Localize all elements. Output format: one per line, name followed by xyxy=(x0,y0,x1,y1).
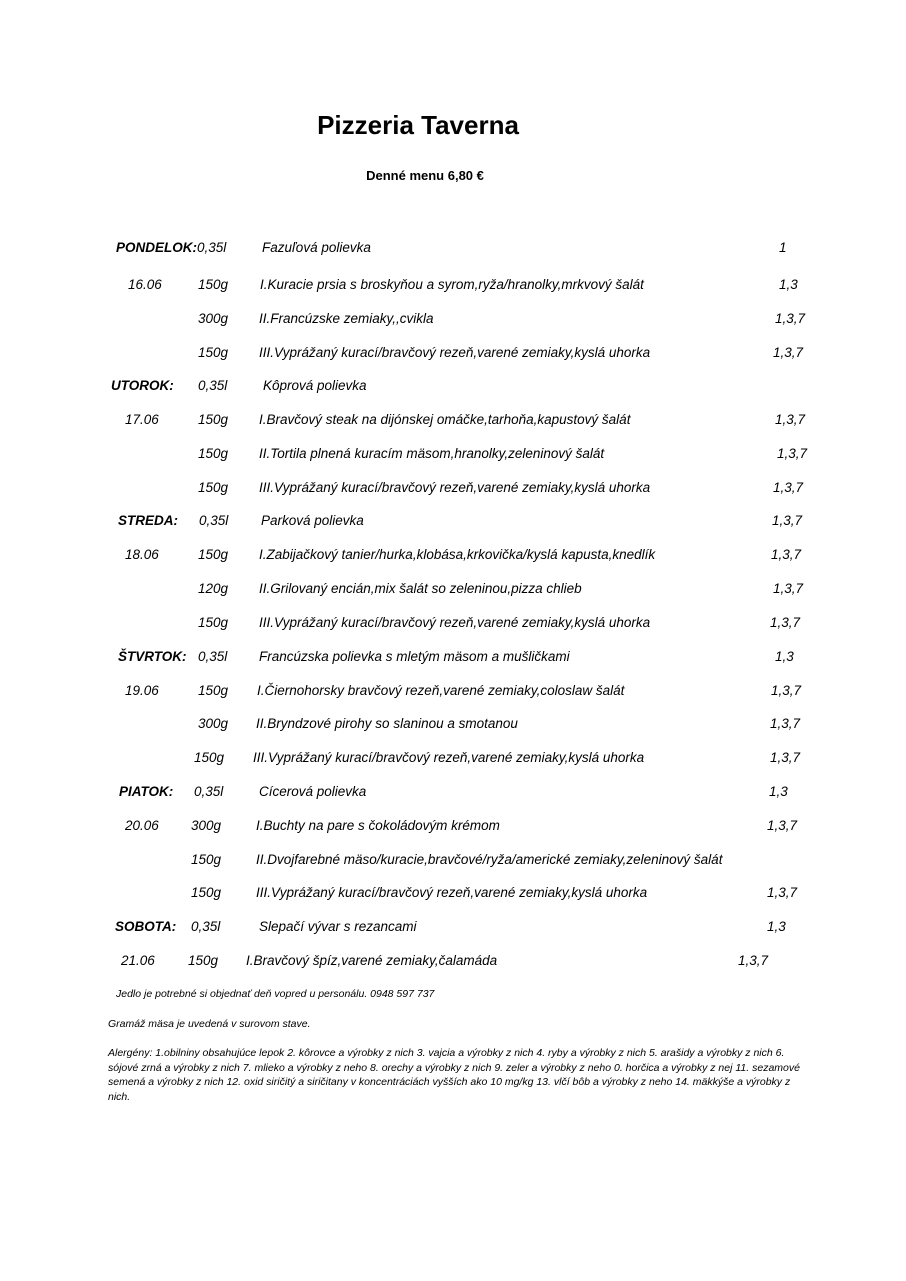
day-date: 17.06 xyxy=(125,412,159,427)
menu-subtitle: Denné menu 6,80 € xyxy=(366,168,484,183)
dish-name: Parková polievka xyxy=(261,513,364,528)
dish-name: I.Kuracie prsia s broskyňou a syrom,ryža/hranolky,mrkvový šalát xyxy=(260,277,644,292)
allergen-codes: 1,3,7 xyxy=(773,480,804,495)
portion-size: 150g xyxy=(198,683,229,698)
allergen-codes: 1,3 xyxy=(767,919,786,934)
allergen-codes: 1,3,7 xyxy=(770,615,801,630)
portion-size: 150g xyxy=(198,345,229,360)
allergen-codes: 1,3,7 xyxy=(767,818,798,833)
portion-size: 300g xyxy=(198,716,229,731)
allergen-codes: 1,3 xyxy=(769,784,788,799)
allergen-legend: Alergény: 1.obilniny obsahujúce lepok 2. kôrovce a výrobky z nich 3. vajcia a výrobky z nich 4. ryby a výrobky z nich 5. arašidy a výrobky z nich 6. sójové zrná a výrobky z nich 7. mlieko a výrobky z neho 8. orechy a výrobky z nich 9. zeler a výrobky z neho 0. horčica a výrobky z nej 11. sezamové semená a výrobky z nich 12. oxid siričitý a siričitany v koncentráciách vyšších ako 10 mg/kg 13. vlčí bôb a výrobky z neho 14. mäkkýše a výrobky z nich. xyxy=(108,1047,800,1103)
day-label: ŠTVRTOK: xyxy=(118,649,187,664)
day-label: STREDA: xyxy=(118,513,178,528)
dish-name: III.Vyprážaný kurací/bravčový rezeň,varené zemiaky,kyslá uhorka xyxy=(259,615,651,630)
day-date: 20.06 xyxy=(125,818,159,833)
dish-name: II.Grilovaný encián,mix šalát so zeleninou,pizza chlieb xyxy=(259,581,582,596)
allergen-codes: 1,3 xyxy=(775,649,794,664)
day-label: PIATOK: xyxy=(119,784,174,799)
order-note: Jedlo je potrebné si objednať deň vopred u personálu. 0948 597 737 xyxy=(116,988,435,1000)
dish-name: Kôprová polievka xyxy=(263,378,367,393)
dish-name: II.Bryndzové pirohy so slaninou a smotanou xyxy=(256,716,518,731)
allergen-codes: 1,3,7 xyxy=(738,953,769,968)
dish-name: II.Tortila plnená kuracím mäsom,hranolky,zeleninový šalát xyxy=(259,446,605,461)
portion-size: 0,35l xyxy=(197,240,227,255)
allergen-codes: 1,3,7 xyxy=(777,446,808,461)
portion-size: 0,35l xyxy=(198,649,228,664)
dish-name: II.Francúzske zemiaky,,cvikla xyxy=(259,311,434,326)
allergen-codes: 1,3,7 xyxy=(772,513,803,528)
dish-name: I.Bravčový steak na dijónskej omáčke,tarhoňa,kapustový šalát xyxy=(259,412,631,427)
allergen-codes: 1,3 xyxy=(779,277,798,292)
day-date: 16.06 xyxy=(128,277,162,292)
portion-size: 150g xyxy=(194,750,225,765)
portion-size: 0,35l xyxy=(198,378,228,393)
portion-size: 120g xyxy=(198,581,229,596)
allergen-codes: 1 xyxy=(779,240,787,255)
day-date: 21.06 xyxy=(121,953,155,968)
dish-name: II.Dvojfarebné mäso/kuracie,bravčové/ryža/americké zemiaky,zeleninový šalát xyxy=(256,852,723,867)
dish-name: III.Vyprážaný kurací/bravčový rezeň,varené zemiaky,kyslá uhorka xyxy=(259,345,651,360)
allergen-codes: 1,3,7 xyxy=(767,885,798,900)
portion-size: 0,35l xyxy=(199,513,229,528)
allergen-codes: 1,3,7 xyxy=(775,412,806,427)
dish-name: Slepačí vývar s rezancami xyxy=(259,919,417,934)
dish-name: Francúzska polievka s mletým mäsom a mušličkami xyxy=(259,649,570,664)
page-title: Pizzeria Taverna xyxy=(317,110,519,140)
portion-size: 150g xyxy=(188,953,219,968)
allergen-codes: 1,3,7 xyxy=(771,547,802,562)
dish-name: III.Vyprážaný kurací/bravčový rezeň,varené zemiaky,kyslá uhorka xyxy=(259,480,651,495)
allergen-codes: 1,3,7 xyxy=(771,683,802,698)
dish-name: I.Bravčový špíz,varené zemiaky,čalamáda xyxy=(246,953,498,968)
allergen-codes: 1,3,7 xyxy=(775,311,806,326)
day-date: 19.06 xyxy=(125,683,159,698)
portion-size: 150g xyxy=(191,852,222,867)
allergen-codes: 1,3,7 xyxy=(770,750,801,765)
portion-size: 300g xyxy=(191,818,222,833)
day-label: UTOROK: xyxy=(111,378,174,393)
dish-name: Fazuľová polievka xyxy=(262,240,371,255)
portion-size: 150g xyxy=(198,446,229,461)
weight-note: Gramáž mäsa je uvedená v surovom stave. xyxy=(108,1018,311,1030)
allergen-codes: 1,3,7 xyxy=(773,581,804,596)
portion-size: 150g xyxy=(198,480,229,495)
day-date: 18.06 xyxy=(125,547,159,562)
day-label: SOBOTA: xyxy=(115,919,177,934)
portion-size: 150g xyxy=(198,412,229,427)
portion-size: 300g xyxy=(198,311,229,326)
portion-size: 150g xyxy=(198,615,229,630)
dish-name: I.Buchty na pare s čokoládovým krémom xyxy=(256,818,500,833)
allergen-codes: 1,3,7 xyxy=(773,345,804,360)
portion-size: 0,35l xyxy=(194,784,224,799)
dish-name: I.Čiernohorsky bravčový rezeň,varené zemiaky,coloslaw šalát xyxy=(257,683,625,698)
dish-name: III.Vyprážaný kurací/bravčový rezeň,varené zemiaky,kyslá uhorka xyxy=(253,750,645,765)
dish-name: Cícerová polievka xyxy=(259,784,367,799)
allergen-codes: 1,3,7 xyxy=(770,716,801,731)
portion-size: 0,35l xyxy=(191,919,221,934)
portion-size: 150g xyxy=(191,885,222,900)
dish-name: I.Zabijačkový tanier/hurka,klobása,krkovička/kyslá kapusta,knedlík xyxy=(259,547,656,562)
day-label: PONDELOK: xyxy=(116,240,197,255)
portion-size: 150g xyxy=(198,277,229,292)
portion-size: 150g xyxy=(198,547,229,562)
dish-name: III.Vyprážaný kurací/bravčový rezeň,varené zemiaky,kyslá uhorka xyxy=(256,885,648,900)
